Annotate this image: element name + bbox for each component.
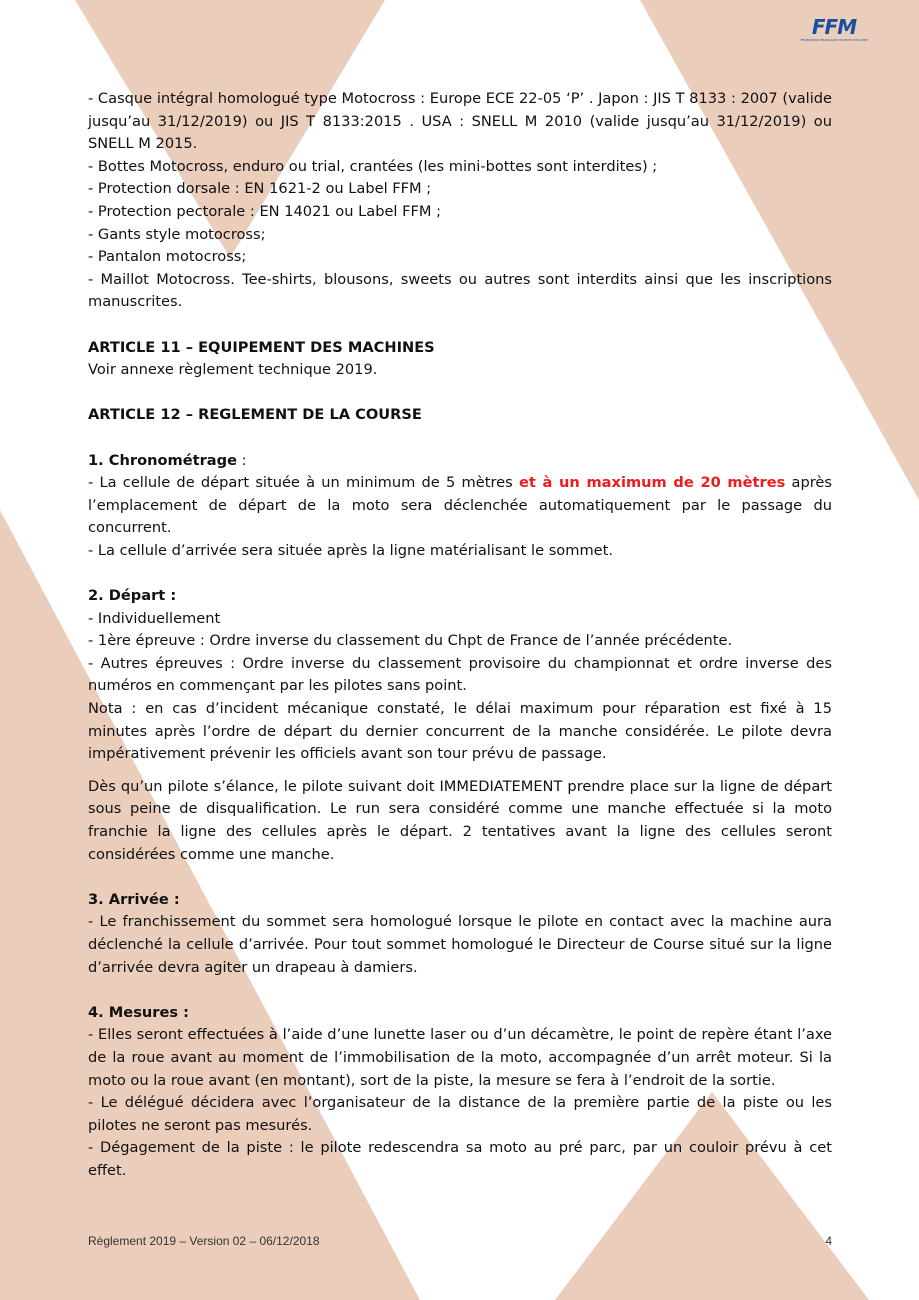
- page-number: 4: [825, 1234, 832, 1248]
- depart-paragraph: Dès qu’un pilote s’élance, le pilote suivant doit IMMEDIATEMENT prendre place sur la ligne de départ sous peine de disqualification. Le run sera considéré comme une manche effectuée si la moto franchie la ligne des cellules après le départ. 2 tentatives avant la ligne des cellules seront considérées comme une manche.: [88, 777, 832, 863]
- text-run: après l’emplacement de départ de la moto sera déclenchée automatiquement par le passage du concurrent.: [88, 474, 832, 537]
- mesures-line: - Elles seront effectuées à l’aide d’une lunette laser ou d’un décamètre, le point de repère étant l’axe de la roue avant au moment de l’immobilisation de la moto, accompagnée d’un arrêt moteur. Si la moto ou la roue avant (en montant), sort de la piste, la mesure se fera à l’endroit de la sortie.: [88, 1026, 832, 1089]
- ffm-logo: [800, 14, 868, 44]
- section-chronometrage-title: [88, 450, 832, 473]
- depart-nota: Nota : en cas d’incident mécanique constaté, le délai maximum pour réparation est fixé à 15 minutes après l’ordre de départ du dernier concurrent de la manche considérée. Le pilote devra impérativement prévenir les officiels avant son tour prévu de passage.: [88, 700, 832, 763]
- highlighted-text: et à un maximum de 20 mètres: [518, 474, 786, 492]
- chronometrage-paragraph: [88, 472, 832, 540]
- equipment-item: - Pantalon motocross;: [88, 248, 247, 266]
- mesures-line: - Le délégué décidera avec l’organisateur de la distance de la première partie de la piste ou les pilotes ne seront pas mesurés.: [88, 1094, 832, 1134]
- equipment-item: - Casque intégral homologué type Motocross : Europe ECE 22-05 ‘P’ . Japon : JIS T 8133 : 2007 (valide jusqu’au 31/12/2019) ou JIS T 8133:2015 . USA : SNELL M 2010 (valide jusqu’au 31/12/2019) ou SNELL M 2015.: [88, 90, 832, 153]
- section-depart-title: 2. Départ :: [88, 587, 177, 605]
- section-arrivee-title: 3. Arrivée :: [88, 890, 180, 908]
- article-11-text: Voir annexe règlement technique 2019.: [88, 361, 378, 379]
- article-11-heading: ARTICLE 11 – EQUIPEMENT DES MACHINES: [88, 338, 435, 356]
- equipment-item: - Protection dorsale : EN 1621-2 ou Label FFM ;: [88, 180, 432, 198]
- section-title-suffix: :: [237, 451, 247, 469]
- article-12-heading: ARTICLE 12 – REGLEMENT DE LA COURSE: [88, 406, 422, 424]
- section-title: 1. Chronométrage: [88, 451, 237, 469]
- equipment-list: [88, 88, 832, 314]
- svg-text:FFM: FFM: [811, 15, 857, 39]
- page-content: [88, 88, 832, 1183]
- equipment-item: - Maillot Motocross. Tee-shirts, blousons, sweets ou autres sont interdits ainsi que les inscriptions manuscrites.: [88, 270, 832, 311]
- section-mesures-title: 4. Mesures :: [88, 1003, 189, 1021]
- depart-line: - 1ère épreuve : Ordre inverse du classement du Chpt de France de l’année précédente.: [88, 632, 733, 650]
- svg-text:FÉDÉRATION FRANÇAISE DE MOTOCY: FÉDÉRATION FRANÇAISE DE MOTOCYCLISME: [800, 38, 868, 42]
- depart-line: - Individuellement: [88, 609, 221, 627]
- mesures-line: - Dégagement de la piste : le pilote redescendra sa moto au pré parc, par un couloir prévu à cet effet.: [88, 1139, 832, 1179]
- arrivee-paragraph: - Le franchissement du sommet sera homologué lorsque le pilote en contact avec la machine aura déclenché la cellule d’arrivée. Pour tout sommet homologué le Directeur de Course situé sur la ligne d’arrivée devra agiter un drapeau à damiers.: [88, 913, 832, 976]
- footer-version: Règlement 2019 – Version 02 – 06/12/2018: [88, 1234, 320, 1248]
- chronometrage-paragraph: - La cellule d’arrivée sera située après la ligne matérialisant le sommet.: [88, 541, 613, 559]
- equipment-item: - Protection pectorale : EN 14021 ou Label FFM ;: [88, 202, 442, 220]
- text-run: - La cellule de départ située à un minimum de 5 mètres: [88, 474, 519, 492]
- page-footer: [88, 1234, 832, 1248]
- equipment-item: - Gants style motocross;: [88, 225, 266, 243]
- equipment-item: - Bottes Motocross, enduro ou trial, crantées (les mini-bottes sont interdites) ;: [88, 157, 658, 175]
- depart-line: - Autres épreuves : Ordre inverse du classement provisoire du championnat et ordre inverse des numéros en commençant par les pilotes sans point.: [88, 654, 832, 695]
